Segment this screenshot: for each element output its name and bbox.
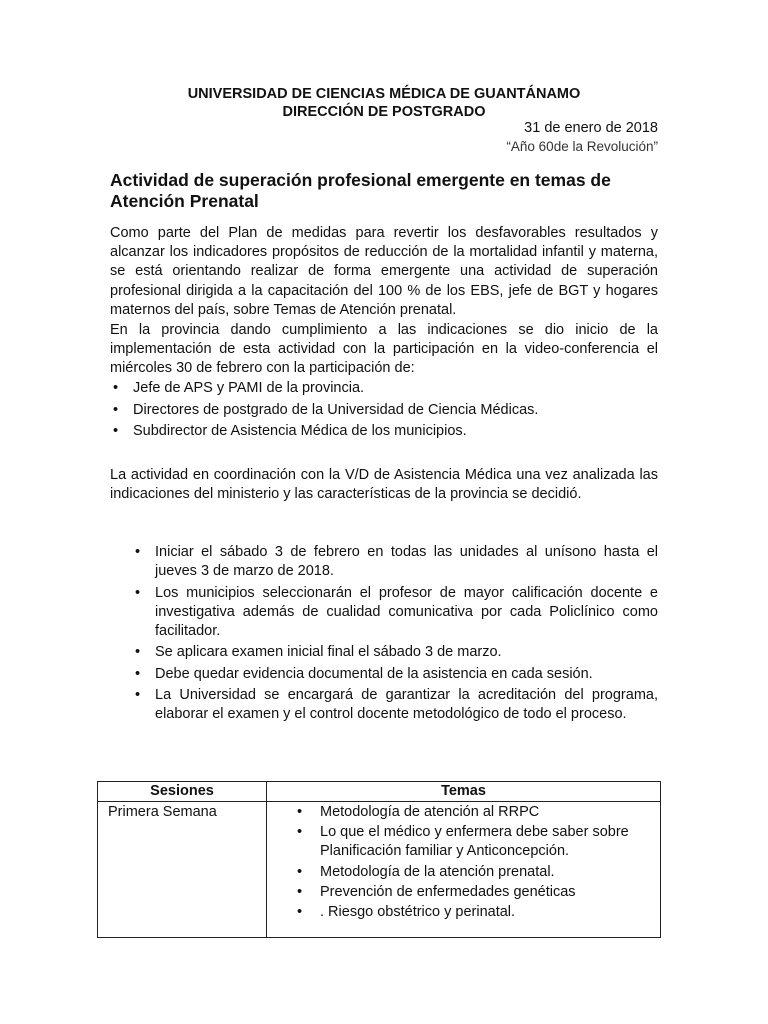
topic-text: Lo que el médico y enfermera debe saber sobre Planificación familiar y Anticoncepción. — [320, 824, 629, 860]
year-motto: “Año 60de la Revolución” — [506, 139, 658, 154]
bullet-icon: • — [135, 687, 141, 703]
document-date: 31 de enero de 2018 — [524, 120, 658, 136]
department-heading: DIRECCIÓN DE POSTGRADO — [282, 104, 486, 120]
topics-cell — [267, 802, 661, 938]
coordination-paragraph: La actividad en coordinación con la V/D de Asistencia Médica una vez analizada las indicaciones del ministerio y las características de la provincia se decidió. — [110, 467, 658, 503]
topic-text: Metodología de atención al RRPC — [320, 804, 540, 821]
implementation-paragraph: En la provincia dando cumplimiento a las indicaciones se dio inicio de la implementación de esta actividad con la participación en la video-conferencia el miércoles 30 de febrero con la participación de: — [110, 322, 658, 377]
list-item — [110, 379, 658, 401]
column-header-temas: Temas — [267, 782, 661, 802]
topic-text: Prevención de enfermedades genéticas — [320, 883, 576, 900]
list-item — [132, 643, 658, 662]
session-name: Primera Semana — [108, 804, 217, 820]
list-item-text: Debe quedar evidencia documental de la asistencia en cada sesión. — [155, 665, 593, 682]
list-item-text: Iniciar el sábado 3 de febrero en todas las unidades al unísono hasta el jueves 3 de marzo de 2018. — [155, 544, 658, 579]
table-row — [98, 802, 661, 938]
list-item — [285, 823, 660, 861]
topic-text: . Riesgo obstétrico y perinatal. — [320, 903, 516, 920]
bullet-icon: • — [297, 903, 303, 920]
bullet-icon: • — [135, 584, 141, 601]
list-item — [132, 543, 658, 581]
decisions-list — [132, 543, 658, 727]
topic-text: Metodología de la atención prenatal. — [320, 863, 555, 880]
bullet-icon: • — [135, 665, 141, 682]
list-item — [285, 803, 660, 822]
list-item — [132, 686, 658, 724]
list-item-text: Directores de postgrado de la Universidad de Ciencia Médicas. — [133, 401, 539, 418]
bullet-icon: • — [135, 544, 141, 560]
table-header-row — [98, 782, 661, 802]
bullet-icon: • — [297, 804, 303, 821]
sessions-table — [97, 781, 661, 938]
session-cell — [98, 802, 267, 938]
bullet-icon: • — [113, 423, 119, 439]
list-item-text: Se aplicara examen inicial final el sábado 3 de marzo. — [155, 644, 502, 660]
bullet-icon: • — [135, 644, 141, 660]
list-item — [132, 665, 658, 684]
bullet-icon: • — [297, 883, 303, 900]
intro-paragraph: Como parte del Plan de medidas para revertir los desfavorables resultados y alcanzar los indicadores propósitos de reducción de la mortalidad infantil y materna, se está orientando realizar de forma emergente una actividad de superación profesional dirigida a la capacitación del 100 % de los EBS, jefe de BGT y hogares maternos del país, sobre Temas de Atención prenatal. — [110, 225, 658, 318]
list-item — [285, 863, 660, 882]
institution-heading: UNIVERSIDAD DE CIENCIAS MÉDICA DE GUANTÁNAMO — [187, 86, 581, 102]
topics-list — [267, 803, 660, 922]
list-item — [110, 401, 658, 423]
bullet-icon: • — [113, 380, 119, 396]
list-item-text: Jefe de APS y PAMI de la provincia. — [133, 380, 365, 396]
bullet-icon: • — [297, 863, 303, 880]
list-item — [285, 883, 660, 902]
list-item — [110, 422, 658, 444]
list-item — [132, 584, 658, 641]
bullet-icon: • — [297, 824, 303, 841]
list-item-text: La Universidad se encargará de garantizar la acreditación del programa, elaborar el examen y el control docente metodológico de todo el proceso. — [155, 687, 658, 722]
document-title: Actividad de superación profesional emergente en temas de Atención Prenatal — [110, 170, 611, 211]
column-header-sesiones: Sesiones — [98, 782, 267, 802]
list-item — [285, 903, 660, 922]
bullet-icon: • — [113, 401, 119, 418]
list-item-text: Los municipios seleccionarán el profesor de mayor calificación docente e investigativa además de cualidad comunicativa por cada Policlínico como facilitador. — [155, 584, 658, 639]
list-item-text: Subdirector de Asistencia Médica de los municipios. — [133, 423, 467, 439]
participants-list — [110, 379, 658, 444]
